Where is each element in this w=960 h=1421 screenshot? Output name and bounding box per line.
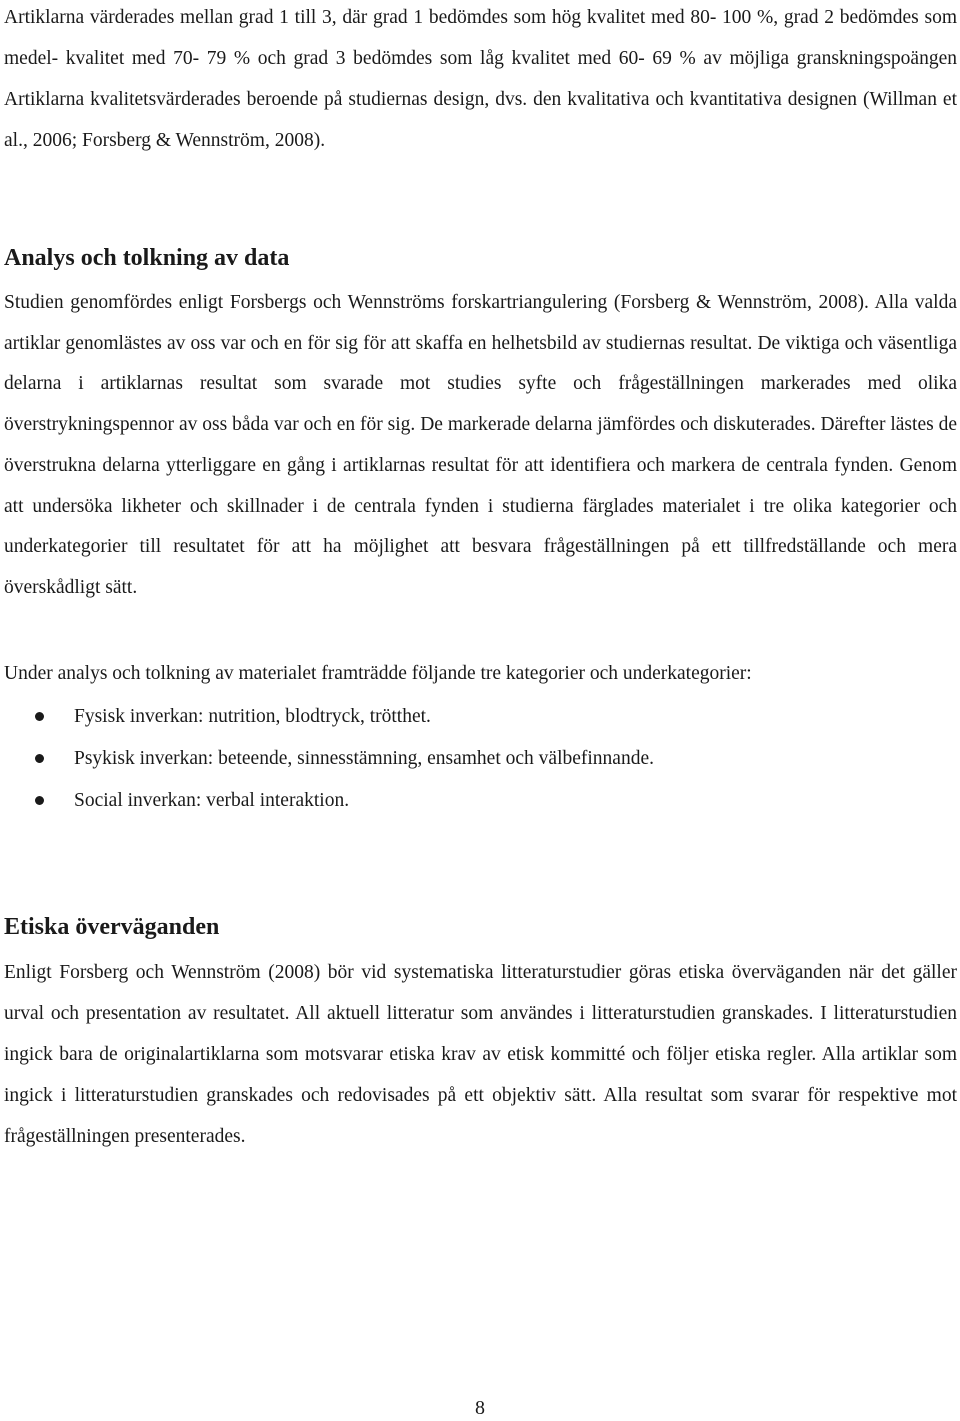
intro-paragraph: Artiklarna värderades mellan grad 1 till 3, där grad 1 bedömdes som hög kvalitet med 80- 100 %, grad 2 bedömdes som medel- kvalitet med 70- 79 % och grad 3 bedömdes som låg kvalitet med 60- 69 % av möjliga granskningspoängen Artiklarna kvalitetsvärderades beroende på studiernas design, dvs. den kvalitativa och kvantitativa designen (Willman et al., 2006; Forsberg & Wennström, 2008). xyxy=(4,7,957,151)
list-item-text: Fysisk inverkan: nutrition, blodtryck, trötthet. xyxy=(74,706,431,727)
bullet-icon xyxy=(35,712,44,721)
list-item-text: Social inverkan: verbal interaktion. xyxy=(74,790,350,811)
analysis-paragraph: Studien genomfördes enligt Forsbergs och Wennströms forskartriangulering (Forsberg & Wennström, 2008). Alla valda artiklar genomlästes av oss var och en för sig för att skaffa en helhetsbild av studiernas resultat. De viktiga och väsentliga delarna i artiklarnas resultat som svarade mot studies syfte och frågeställningen markerades med olika överstrykningspennor av oss båda var och en för sig. De markerade delarna jämfördes och diskuterades. Därefter lästes de överstrukna delarna ytterliggare en gång i artiklarnas resultat för att identifiera och markera de centrala fynden. Genom att undersöka likheter och skillnader i de centrala fynden i studierna färglades materialet i tre olika kategorier och underkategorier till resultatet för att ha möjlighet att besvara frågeställningen på ett tillfredställande och mera överskådligt sätt. xyxy=(4,292,957,598)
section-heading-analysis: Analys och tolkning av data xyxy=(4,245,290,271)
bullet-icon xyxy=(35,754,44,763)
list-item xyxy=(0,780,654,822)
page-number: 8 xyxy=(475,1397,485,1419)
list-item xyxy=(0,738,654,780)
ethics-paragraph: Enligt Forsberg och Wennström (2008) bör vid systematiska litteraturstudier göras etiska överväganden när det gäller urval och presentation av resultatet. All aktuell litteratur som användes i litteraturstudien granskades. I litteraturstudien ingick bara de originalartiklarna som motsvarar etiska krav av etisk kommitté och följer etiska regler. Alla artiklar som ingick i litteraturstudien granskades och redovisades på ett objektiv sätt. Alla resultat som svarar för respektive mot frågeställningen presenterades. xyxy=(4,962,957,1147)
category-list xyxy=(0,696,654,822)
list-item xyxy=(0,696,654,738)
section-heading-ethics: Etiska överväganden xyxy=(4,914,220,940)
categories-intro-paragraph: Under analys och tolkning av materialet framträdde följande tre kategorier och underkategorier: xyxy=(4,663,752,684)
bullet-icon xyxy=(35,796,44,805)
list-item-text: Psykisk inverkan: beteende, sinnesstämning, ensamhet och välbefinnande. xyxy=(74,748,654,769)
